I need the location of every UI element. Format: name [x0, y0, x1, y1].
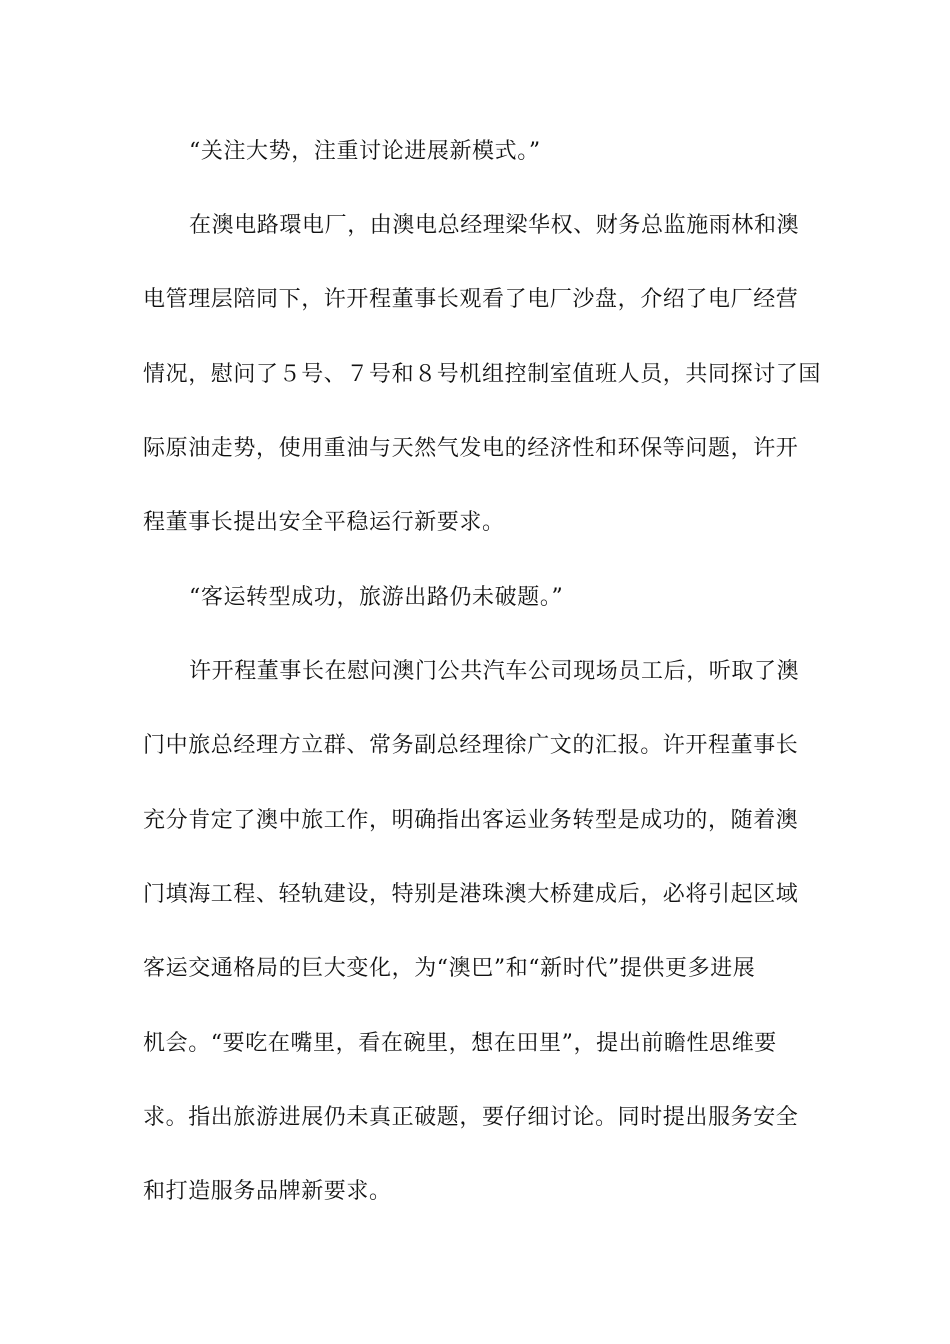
paragraph-line: 和打造服务品牌新要求。	[143, 1179, 392, 1204]
paragraph-line: 门中旅总经理方立群、常务副总经理徐广文的汇报。许开程董事长	[143, 733, 799, 758]
paragraph-line: 程董事长提出安全平稳运行新要求。	[143, 510, 505, 535]
paragraph-line: 在澳电路環电厂，由澳电总经理梁华权、财务总监施雨林和澳	[189, 213, 800, 238]
paragraph-line: 际原油走势，使用重油与天然气发电的经济性和环保等问题，许开	[143, 436, 799, 461]
paragraph-line: 电管理层陪同下，许开程董事长观看了电厂沙盘，介绍了电厂经营	[143, 287, 799, 312]
section-heading-transport: “客运转型成功，旅游出路仍未破题。”	[189, 585, 564, 610]
paragraph-line: 许开程董事长在慰问澳门公共汽车公司现场员工后，听取了澳	[189, 659, 800, 684]
paragraph-line: 情况，慰问了５号、７号和８号机组控制室值班人员，共同探讨了国	[143, 362, 822, 387]
paragraph-line: 门填海工程、轻轨建设，特别是港珠澳大桥建成后，必将引起区域	[143, 882, 799, 907]
paragraph-line: 机会。“要吃在嘴里，看在碗里，想在田里”，提出前瞻性思维要	[143, 1031, 777, 1056]
paragraph-line: 充分肯定了澳中旅工作，明确指出客运业务转型是成功的，随着澳	[143, 808, 799, 833]
section-heading-energy: “关注大势，注重讨论进展新模式。”	[189, 139, 541, 164]
paragraph-line: 客运交通格局的巨大变化，为“澳巴”和“新时代”提供更多进展	[143, 956, 756, 981]
paragraph-line: 求。指出旅游进展仍未真正破题，要仔细讨论。同时提出服务安全	[143, 1105, 799, 1130]
